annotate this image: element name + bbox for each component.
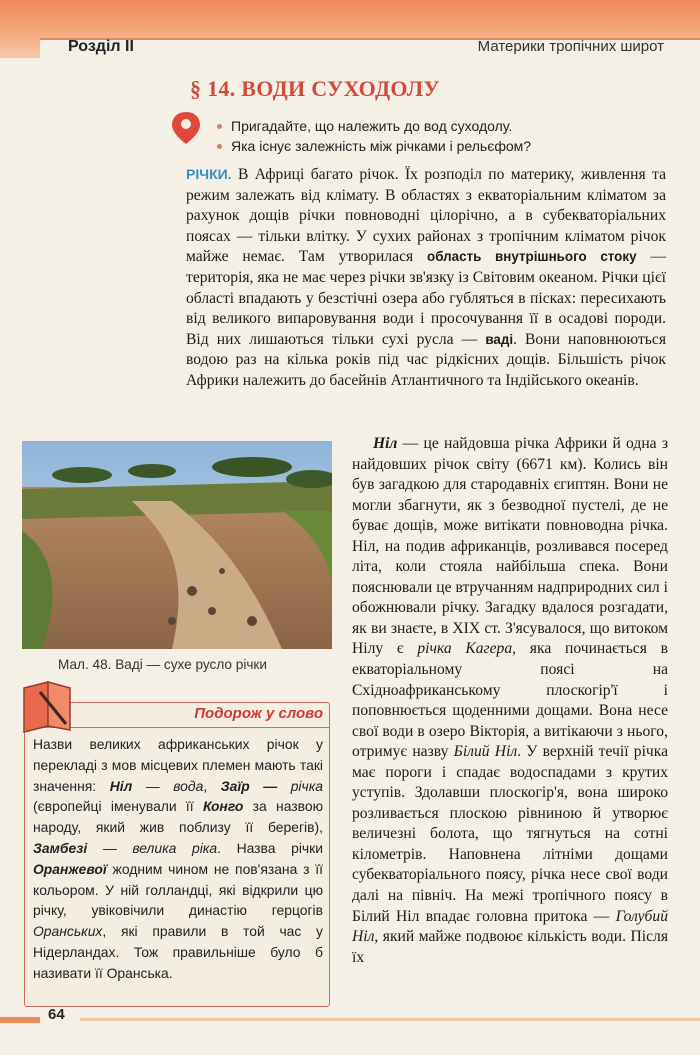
text-run: жодним чином не пов'язана з її кольором. У ній голландці, які відкрили цю річку, увіковічили династію герцогів — [33, 860, 323, 919]
section-label: Розділ ІІ — [68, 38, 134, 55]
page-number: 64 — [48, 1006, 65, 1023]
text-run: . У верхній течії річка має пороги і спадає водоспадами з крутих уступів. Здолавши плоскогір'я, вона широко розливається плоскою рівниною й утворює величезні болота, що тягнуться на сотні кілометрів. Наповнена літніми дощами субекваторіального поясу, річка несе свої води далі на північ. На межі тропічного поясу в Білий Ніл впадає головна притока — — [352, 743, 668, 925]
chapter-title: Материки тропічних широт — [477, 38, 664, 55]
page-heading: § 14. ВОДИ СУХОДОЛУ — [190, 76, 440, 101]
meaning: вода — [173, 777, 204, 794]
term-kagera: річка Кагера — [417, 640, 513, 658]
text-run: — — [132, 777, 174, 794]
nile-paragraph — [352, 434, 668, 968]
figure-caption: Мал. 48. Ваді — сухе русло річки — [58, 657, 267, 672]
term-nile: Ніл — [372, 435, 398, 452]
text-run: . Вони наповнюються водою раз на кілька років під час рідкісних дощів. Більшість річок Африки належить до басейнів Атлантичного та Індійського океанів. — [186, 330, 666, 389]
meaning: річка — [290, 777, 323, 794]
river-name: Заїр — — [220, 777, 291, 794]
term-blue-nile: Голубий Ніл — [352, 907, 668, 946]
meaning: Оранських — [33, 923, 103, 940]
term-internal-drainage: область внутрішнього стоку — [427, 249, 637, 265]
text-run: , яка починається в екваторіальному поясі на Східноафриканському плоскогір'ї і поповнюється щоденними дощами. Вона несе свої води в озеро Вікторія, а витікаючи з нього, отримує назву — [352, 640, 669, 761]
question-item: Яка існує залежність між річками і рельєфом? — [215, 136, 531, 156]
text-run: , які правили в той час у Нідерландах. Тож правильніше було б називати її Оранська. — [33, 923, 323, 981]
box-text — [33, 734, 323, 984]
rivers-paragraph — [186, 164, 666, 392]
runin-heading: РІЧКИ. — [186, 166, 232, 182]
river-name: Замбезі — [33, 839, 88, 856]
river-name: Оранжевої — [33, 860, 107, 877]
word-journey-box — [24, 702, 330, 1007]
text-run: Назви великих африканських річок у перекладі з мов місцевих племен мають такі значення: — [33, 736, 323, 794]
book-icon — [18, 678, 76, 734]
wadi-photo — [22, 441, 332, 649]
text-run: — територія, яка не має через річки зв'язку із Світовим океаном. Річки цієї області впадають у безстічні озера або губляться в пісках: пересихають від великого випаровування води і просочування її в осадові породи. Від них лишаються тільки сухі русла — — [186, 248, 666, 348]
term-wadi: ваді — [485, 331, 514, 347]
question-item: Пригадайте, що належить до вод суходолу. — [215, 116, 531, 136]
text-run: , який майже подвоює кількість води. Після їх — [352, 928, 668, 966]
meaning: велика ріка — [132, 839, 218, 856]
text-run: (європейці іменували її — [33, 798, 203, 815]
text-run: за назвою народу, який жив поблизу її берегів), — [33, 798, 323, 836]
box-title: Подорож у слово — [194, 705, 323, 722]
text-run: , — [203, 777, 221, 794]
text-run: — — [87, 839, 133, 856]
river-name: Конго — [202, 798, 244, 815]
text-run: В Африці багато річок. Їх розподіл по материку, живлення та режим залежать від клімату. В областях з екваторіальним кліматом за рахунок дощів річки повноводні цілорічно, а в субекваторіальних поясах — тільки влітку. У сухих районах з тропічним кліматом річок майже немає. Там утворилася — [186, 166, 666, 266]
map-pin-icon — [168, 110, 204, 146]
text-run: . Назва річки — [217, 839, 323, 856]
review-questions — [215, 116, 531, 156]
river-name: Ніл — [109, 777, 133, 794]
text-run: — це найдовша річка Африки й одна з найдовших річок світу (6671 км). Колись він був загадкою для стародавніх єгиптян. Вони не могли збагнути, як з безводної пустелі, де не буває дощів, може витікати повноводна річка. Ніл, на подив африканців, розливався посеред літа, коли стояла найбільша спека. Вони пояснювали це втручанням надприродних сил і обожнювали річку. Загадку вдалося розгадати, як ви знаєте, в XIX ст. З'ясувалося, що витоком Нілу є — [352, 435, 668, 658]
term-white-nile: Білий Ніл — [453, 743, 518, 761]
footer-bar — [0, 1017, 700, 1023]
